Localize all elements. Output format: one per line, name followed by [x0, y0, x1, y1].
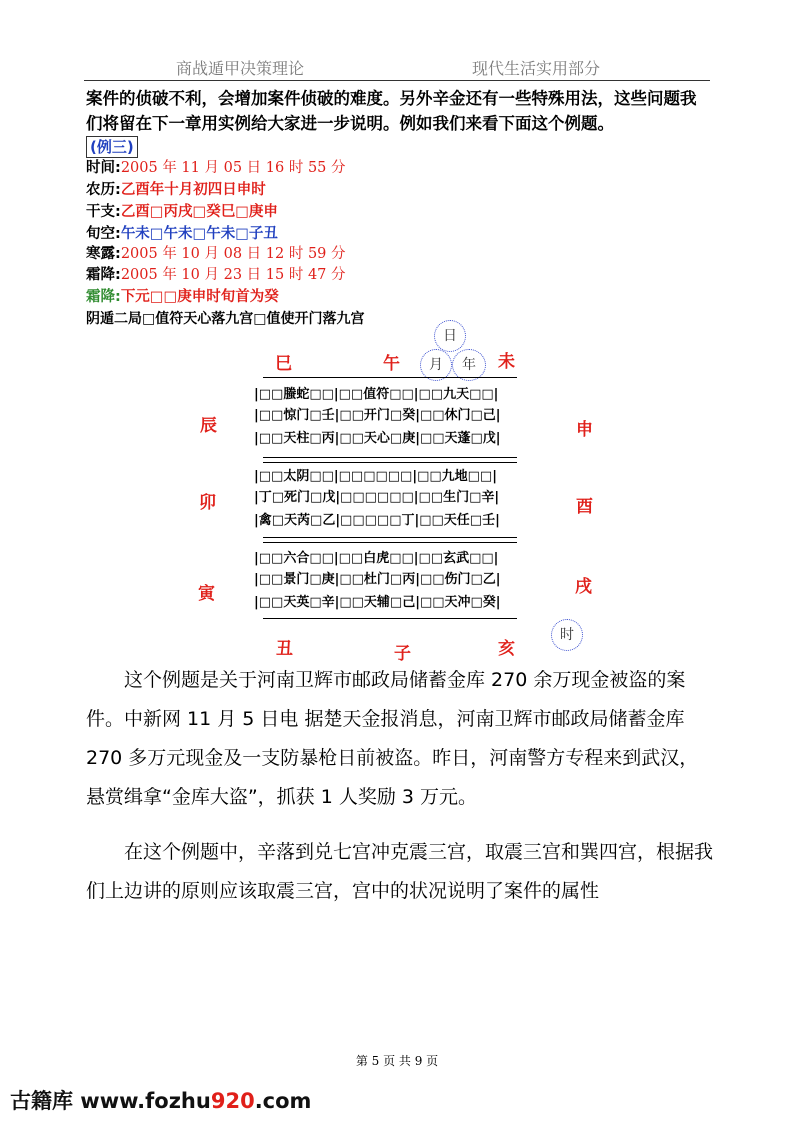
info-time	[86, 158, 346, 178]
info-shuangjiang-value: 2005 年 10 月 23 日 15 时 47 分	[120, 267, 346, 283]
month-marker: 月	[420, 349, 452, 381]
grid-rule-2b	[263, 542, 517, 543]
watermark-prefix: 古籍库 www.fozhu	[10, 1089, 211, 1113]
palace-row-middle-line2: |丁□死门□戊|□□□□□□|□□生门□辛|	[254, 490, 500, 505]
info-lunar-value: 乙酉年十月初四日申时	[120, 182, 266, 198]
info-hanlu	[86, 244, 346, 264]
info-xunkong-key: 旬空:	[86, 226, 121, 242]
intro-paragraph: 案件的侦破不利，会增加案件侦破的难度。另外辛金还有一些特殊用法，这些问题我们将留在下一章用实例给大家进一步说明。例如我们来看下面这个例题。	[86, 89, 697, 133]
info-hanlu-value: 2005 年 10 月 08 日 12 时 59 分	[120, 246, 346, 262]
info-lunar-key: 农历:	[86, 182, 121, 198]
day-marker: 日	[434, 320, 466, 352]
info-ganzhi-value: 乙酉□丙戌□癸巳□庚申	[120, 204, 278, 220]
header-left-title: 商战遁甲决策理论	[176, 59, 305, 78]
branch-mao: 卯	[199, 493, 216, 513]
info-yuan-key: 霜降:	[86, 289, 121, 305]
info-shuangjiang	[86, 265, 346, 285]
info-xunkong-value: 午未□午未□午未□子丑	[120, 226, 278, 242]
branch-si: 巳	[275, 354, 292, 374]
palace-row-bottom-line1: |□□六合□□|□□白虎□□|□□玄武□□|	[254, 551, 499, 566]
example-label: (例三)	[86, 136, 138, 158]
grid-rule-1b	[263, 462, 517, 463]
info-time-value: 2005 年 11 月 05 日 16 时 55 分	[120, 160, 346, 176]
header-right-title: 现代生活实用部分	[472, 59, 601, 78]
info-yuan-value: 下元□□庚申时旬首为癸	[120, 289, 279, 305]
year-marker: 年	[452, 349, 486, 381]
branch-chou: 丑	[276, 639, 293, 659]
palace-row-top-line3: |□□天柱□丙|□□天心□庚|□□天蓬□戊|	[254, 431, 501, 446]
palace-row-top-line1: |□□螣蛇□□|□□值符□□|□□九天□□|	[254, 387, 499, 402]
watermark	[10, 1085, 311, 1115]
branch-hai: 亥	[498, 639, 515, 659]
info-yuan	[86, 287, 279, 307]
branch-you: 酉	[576, 497, 593, 517]
palace-row-bottom-line3: |□□天英□辛|□□天辅□己|□□天冲□癸|	[254, 595, 501, 610]
case-paragraph: 这个例题是关于河南卫辉市邮政局储蓄金库 270 余万现金被盗的案件。中新网 11 月 5 日电 据楚天金报消息，河南卫辉市邮政局储蓄金库 270 多万元现金及一支防暴枪日前被盗。昨日，河南警方专程来到武汉，悬赏缉拿“金库大盗”，抓获 1 人奖励 3 万元。	[86, 669, 699, 808]
palace-row-middle-line3: |禽□天芮□乙|□□□□□丁|□□天任□壬|	[254, 513, 500, 528]
branch-zi: 子	[394, 644, 411, 664]
grid-rule-top	[263, 377, 517, 378]
palace-row-bottom-line2: |□□景门□庚|□□杜门□丙|□□伤门□乙|	[254, 572, 501, 587]
info-ganzhi-key: 干支:	[86, 204, 121, 220]
watermark-number: 920	[210, 1089, 255, 1113]
info-ganzhi	[86, 202, 278, 222]
branch-wu: 午	[383, 354, 400, 374]
info-xunkong	[86, 224, 278, 244]
branch-shen: 申	[576, 420, 593, 440]
watermark-suffix: .com	[254, 1089, 312, 1113]
palace-row-middle-line1: |□□太阴□□|□□□□□□|□□九地□□|	[254, 469, 497, 484]
info-hanlu-key: 寒露:	[86, 246, 121, 262]
grid-rule-2a	[263, 537, 517, 538]
branch-wei: 未	[498, 352, 515, 372]
info-time-key: 时间:	[86, 160, 121, 176]
branch-yin: 寅	[198, 584, 215, 604]
grid-rule-1a	[263, 457, 517, 458]
page-footer: 第 5 页 共 9 页	[355, 1054, 439, 1068]
branch-xu: 戌	[575, 577, 592, 597]
grid-rule-bottom	[263, 618, 517, 619]
header-divider	[84, 80, 710, 81]
palace-row-top-line2: |□□惊门□壬|□□开门□癸|□□休门□己|	[254, 408, 501, 423]
branch-chen: 辰	[200, 416, 217, 436]
analysis-paragraph: 在这个例题中，辛落到兑七宫冲克震三宫，取震三宫和巽四宫，根据我们上边讲的原则应该取震三宫，宫中的状况说明了案件的属性	[86, 841, 714, 902]
info-lunar	[86, 180, 266, 200]
info-ju: 阴遁二局□值符天心落九宫□值使开门落九宫	[86, 311, 365, 327]
info-shuangjiang-key: 霜降:	[86, 267, 121, 283]
hour-marker: 时	[551, 619, 583, 651]
